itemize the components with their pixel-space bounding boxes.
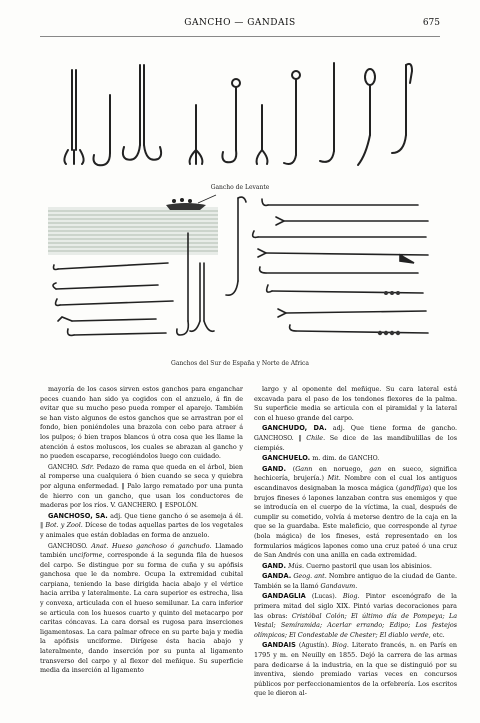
text-run: ( (286, 464, 296, 473)
paragraph (40, 385, 243, 462)
text-run: Se dice de las mandibulillas de los ciempiés. (254, 433, 457, 452)
text-run: unciforme (69, 551, 103, 560)
paragraph (254, 562, 457, 572)
text-run: Biog. (332, 641, 349, 650)
text-run: Pedazo de rama que queda en el árbol, bien al romperse una cualquiera ó bien cuando se seca y quiebra por alguna enfermedad. ‖ Palo largo rematado por una punta de hierro con un gancho, que usan los conductores de maderas por los ríos. V. (40, 462, 243, 510)
right-column (254, 385, 457, 715)
text-run: ). (332, 592, 343, 601)
text-run: Biog. (342, 592, 360, 601)
text-run: Cuerno pastoril que usan los abisinios. (304, 561, 432, 570)
figure-levante-hooks (50, 55, 430, 190)
entry-headword: GANDAIS (262, 641, 296, 650)
text-run: Literato francés, n. en París en 1795 y m. en Neuilly en 1855. Dejó la carrera de las armas para dedicarse á la industria, en la que se distinguió por su inventiva, siendo premiado varias veces en concursos públicos por perfeccionamientos de la orfebrería. Los escritos que le dieron al- (254, 641, 457, 698)
text-run: ( (305, 592, 315, 601)
entry-headword: GAND. (262, 561, 287, 570)
text-run: ESPOLÓN. (164, 502, 198, 510)
paragraph (40, 542, 243, 676)
text-run: gan (369, 464, 382, 473)
text-run: Mit. (327, 474, 341, 483)
text-run: adj. Que tiene gancho ó se asemeja á él. ‖ (40, 511, 243, 530)
text-run: en sueco, significa hechicería, brujería.) (254, 464, 457, 483)
text-run: Bot. y Zool. (45, 521, 83, 530)
text-run: GANCHO. (48, 463, 79, 471)
text-run: GANCHOSO. (48, 542, 88, 550)
paragraph (254, 641, 457, 699)
text-run: ). (324, 641, 333, 650)
paragraph (254, 424, 457, 453)
text-run: Nombre antiguo de la ciudad de Gante. También se la llamó (254, 572, 457, 590)
text-run: gandfliga (398, 483, 429, 492)
paragraph (40, 463, 243, 511)
entry-headword: GANCHOSO, SA. (48, 511, 108, 520)
text-run: GANCHERO. (118, 502, 158, 510)
paragraph (254, 454, 457, 464)
text-run: etc. (430, 630, 445, 639)
running-header (40, 14, 440, 37)
text-run: en noruego, (312, 464, 370, 473)
text-run: Gann (295, 464, 313, 473)
text-run: Mús. (288, 561, 305, 570)
text-run: ‖ (293, 433, 307, 442)
text-run: Dícese de todas aquellas partes de los vegetales y animales que están dobladas en forma de anzuelo. (40, 521, 243, 539)
entry-headword: GANDAGLIA (262, 592, 306, 601)
text-run: Chile. (306, 433, 326, 442)
text-run: Geog. ant. (293, 572, 327, 581)
entry-headword: GANDA. (262, 572, 292, 581)
text-run: m. dim. de (310, 454, 349, 463)
text-run: ) que los brujos fineses ó lapones lanzaban contra sus enemigos y que se introducía en el cuerpo de la víctima, la cual, después de cumplir su cometido, volvía á meterse dentro de la caja en la que se la guardaba. Este maleficio, que corresponde al (254, 483, 457, 531)
text-run: tyrae (440, 522, 457, 531)
text-run: ( (295, 641, 302, 650)
text-run: Nombre con el cual los antiguos escandinavos designaban la mosca mágica ( (254, 474, 457, 492)
figure-caption-top: Gancho de Levante (210, 184, 270, 191)
paragraph (40, 512, 243, 541)
text-run: GANCHO. (348, 455, 380, 463)
paragraph (254, 385, 457, 423)
text-run: mayoría de los casos sirven estos ganchos para enganchar peces cuando han sido ya cogidos con el anzuelo, á fin de evitar que su mucho peso pueda romper el aparejo. También se han visto algunos de estos ganchos que se arrastran por el fondo, bien poniéndoles una brazola con cebo para atraer á los pulpos; ó bien trapos blancos ú otra cosa que les llame la atención á estos moluscos, los cuales se abrazan al gancho y no pueden escaparse, recogiéndolos luego con cuidado. (40, 385, 243, 461)
paragraph (254, 465, 457, 561)
text-run: Lucas (314, 593, 333, 601)
text-run: , corresponde á la segunda fila de huesos del carpo. Se distingue por su forma de cuña y su apófisis ganchosa que le da nombre. Ocupa la extremidad cubital carpiana, teniendo la base dirigida hacia abajo y el vértice hacia arriba y lateralmente. La cara superior es estrecha, lisa y convexa, articulada con el hueso semilunar. La cara inferior se articula con los huesos cuarto y quinto del metacarpo por caritas cóncavas. La cara dorsal es rugosa para inserciones ligamentosas. La cara palmar ofrece en su parte baja y media la apófisis unciforme. Dirígese ésta hacia abajo y lateralmente, dando inserción por su punta al ligamento transverso del carpo y al flexor del meñique. Su superficie media da inserción al ligamento (40, 551, 243, 675)
paragraph (254, 592, 457, 640)
left-column (40, 385, 243, 715)
text-run: Anat. Hueso ganchoso ó ganchudo. (91, 541, 212, 550)
page-number: 675 (422, 18, 440, 28)
running-title: GANCHO — GANDAIS (184, 18, 296, 28)
text-run: Pintor escenógrafo de la primera mitad del siglo XIX. Pintó varias decoraciones para las obras: (254, 592, 457, 620)
text-run: ‖ (157, 501, 165, 510)
entry-headword: GAND. (262, 464, 287, 473)
text-run: Sdr. (81, 462, 95, 471)
text-run: Gandavum. (320, 581, 358, 590)
text-run: largo y al oponente del meñique. Su cara lateral está excavada para el paso de los tendones flexores de la palma. Su superficie media se articula con el piramidal y la lateral con el hueso grande del carpo. (254, 385, 457, 422)
paragraph (254, 572, 457, 591)
text-run: Agustín (301, 642, 325, 650)
text-run: Cristóbal Colón; El último día de Pompeya; La Vestal; Semíramida; Acerlar errando; Edipo; Los festejos olímpicos; El Condestable de Chester; El diablo verde, (254, 611, 457, 639)
figure-caption-bottom: Ganchos del Sur de España y Norte de Africa (171, 360, 309, 367)
entry-headword: GANCHUDO, DA. (262, 424, 327, 433)
text-run: GANCHOSO. (254, 434, 294, 442)
text-run: (bola mágica) de los fineses, está representado en los formularios mágicos lapones como una cruz pateé ó una cruz de San Andrés con una anilla en cada extremidad. (254, 531, 457, 560)
text-run: Llamado también (40, 541, 243, 560)
entry-headword: GANCHUELO. (262, 454, 311, 463)
figure-southern-hooks (48, 193, 436, 358)
text-run: adj. Que tiene forma de gancho. (326, 424, 457, 433)
